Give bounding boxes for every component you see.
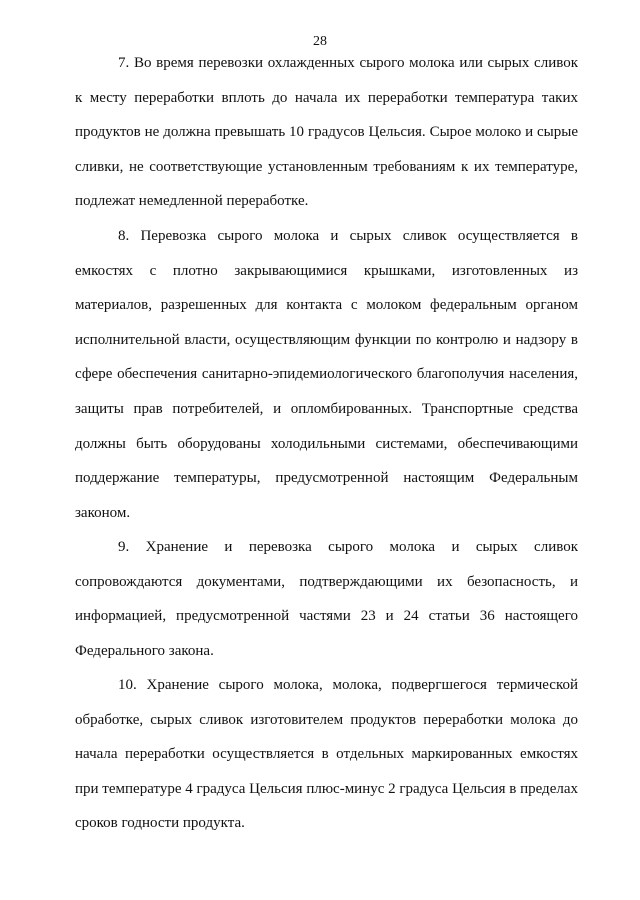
paragraph-10: 10. Хранение сырого молока, молока, подвергшегося термической обработке, сырых сливок изготовителем продуктов переработки молока до начала переработки осуществляется в отдельных маркированных емкостях при температуре 4 градуса Цельсия плюс-минус 2 градуса Цельсия в пределах сроков годности продукта. xyxy=(75,677,578,832)
paragraph-9: 9. Хранение и перевозка сырого молока и сырых сливок сопровождаются документами, подтверждающими их безопасность, и информацией, предусмотренной частями 23 и 24 статьи 36 настоящего Федерального закона. xyxy=(75,539,578,659)
paragraph-7: 7. Во время перевозки охлажденных сырого молока или сырых сливок к месту переработки вплоть до начала их переработки температура таких продуктов не должна превышать 10 градусов Цельсия. Сырое молоко и сырые сливки, не соответствующие установленным требованиям к их температуре, подлежат немедленной переработке. xyxy=(75,55,578,210)
paragraph-8: 8. Перевозка сырого молока и сырых сливок осуществляется в емкостях с плотно закрывающимися крышками, изготовленных из материалов, разрешенных для контакта с молоком федеральным органом исполнительной власти, осуществляющим функции по контролю и надзору в сфере обеспечения санитарно-эпидемиологического благополучия населения, защиты прав потребителей, и опломбированных. Транспортные средства должны быть оборудованы холодильными системами, обеспечивающими поддержание температуры, предусмотренной настоящим Федеральным законом. xyxy=(75,228,578,521)
page-number: 28 xyxy=(313,34,327,49)
